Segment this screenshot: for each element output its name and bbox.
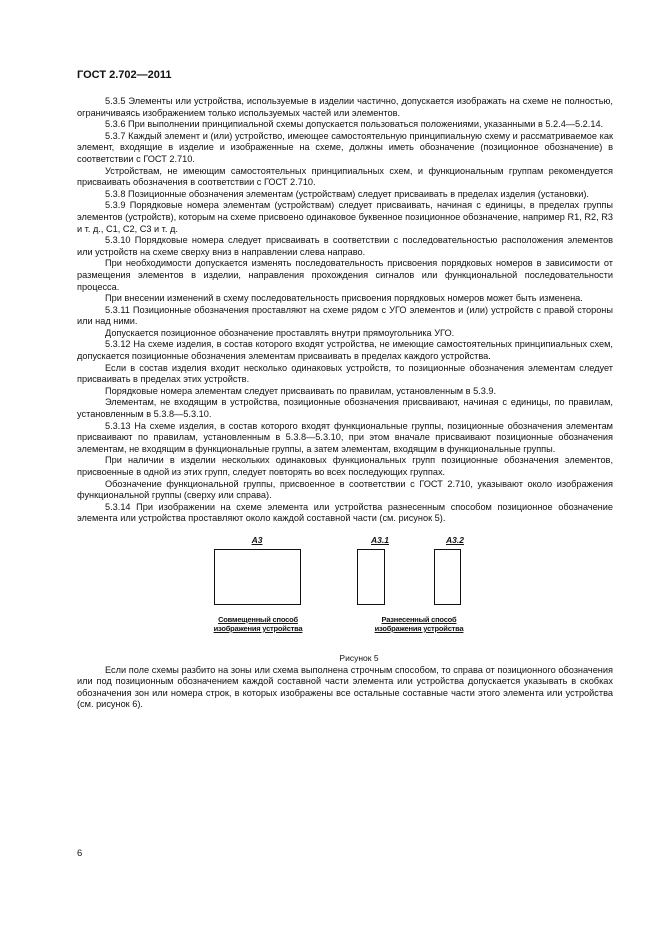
paragraph: При внесении изменений в схему последовательность присвоения порядковых номеров может быть изменена. (105, 293, 583, 304)
paragraph: 5.3.12 На схеме изделия, в состав которого входят устройства, не имеющие самостоятельных принципиальных схем, допускается позиционные обозначения элементам присваивать в пределах каждого устройства. (77, 339, 613, 362)
paragraph: 5.3.7 Каждый элемент и (или) устройство, имеющее самостоятельную принципиальную схему и рассматриваемое как элемент, входящие в изделие и изображенные на схеме, должны иметь обозначение (позиционное обозначение) в соответствии с ГОСТ 2.710. (77, 130, 613, 164)
paragraph: 5.3.13 На схеме изделия, в состав которого входят функциональные группы, позиционные обозначения элементам присваивают по правилам, установленным в 5.3.8—5.3.10, при этом вначале присваивают позиционные обозначения элементам, не входящим в функциональные группы, а затем элементам, входящим в функциональные группы. (77, 420, 613, 454)
paragraph: Если поле схемы разбито на зоны или схема выполнена строчным способом, то справа от позиционного обозначения или под позиционным обозначением каждой составной части элемента или устройства допускается указывать в скобках обозначения зон или номера строк, в которых изображены все остальные составные части этого элемента или устройства (см. рисунок 6). (77, 664, 613, 710)
paragraph: 5.3.11 Позиционные обозначения проставляют на схеме рядом с УГО элементов и (или) устройств с правой стороны или над ними. (77, 304, 613, 327)
paragraph: Допускается позиционное обозначение проставлять внутри прямоугольника УГО. (105, 327, 455, 338)
paragraph: Порядковые номера элементам следует присваивать по правилам, установленным в 5.3.9. (105, 385, 497, 396)
figure-label-part1: А3.1 (371, 534, 389, 545)
device-part2-box (434, 549, 461, 605)
paragraph: 5.3.9 Порядковые номера элементам (устройствам) следует присваивать, начиная с единицы, в пределах группы элементов (устройств), которым на схеме присвоено одинаковое буквенное позиционное обозначение, например R1, R2, R3 и т. д., C1, C2, C3 и т. д. (77, 200, 613, 234)
paragraph: Элементам, не входящим в устройства, позиционные обозначения присваивают, начиная с единицы, по правилам, установленным в 5.3.8—5.3.10. (77, 397, 613, 420)
page-number: 6 (77, 848, 83, 859)
paragraph: Устройствам, не имеющим самостоятельных принципиальных схем, и функциональным группам рекомендуется присваивать обозначения в соответствии с ГОСТ 2.710. (77, 165, 613, 188)
paragraph: 5.3.8 Позиционные обозначения элементам (устройствам) следует присваивать в пределах изделия (установки). (105, 188, 589, 199)
paragraph: При необходимости допускается изменять последовательность присвоения порядковых номеров в зависимости от размещения элементов в изделии, направления прохождения сигналов или функциональной последовательности процесса. (77, 258, 613, 292)
figure-title: Рисунок 5 (339, 652, 379, 663)
figure-label-part2: А3.2 (446, 534, 464, 545)
document-header: ГОСТ 2.702—2011 (77, 69, 172, 81)
paragraph: 5.3.14 При изображении на схеме элемента или устройства разнесенным способом позиционное обозначение элемента или устройства проставляют около каждой составной части (см. рисунок 5). (77, 501, 613, 524)
figure-label-combined: А3 (251, 534, 263, 545)
paragraph: При наличии в изделии нескольких одинаковых функциональных групп позиционные обозначения элементов, присвоенные в одной из этих групп, следует повторять во всех последующих группах. (77, 455, 613, 477)
paragraph: Если в состав изделия входит несколько одинаковых устройств, то позиционные обозначения элементам следует присваивать в пределах этих устройств. (77, 362, 613, 385)
paragraph: 5.3.5 Элементы или устройства, используемые в изделии частично, допускается изображать на схеме не полностью, ограничиваясь изображением только используемых частей или элементов. (77, 96, 613, 118)
figure-5 (77, 535, 613, 653)
caption-combined: Совмещенный способ изображения устройства (213, 614, 303, 633)
caption-separated: Разнесенный способ изображения устройства (374, 614, 464, 633)
paragraph: 5.3.10 Порядковые номера следует присваивать в соответствии с последовательностью расположения элементов или устройств на схеме сверху вниз в направлении слева направо. (77, 235, 613, 257)
device-part1-box (357, 549, 385, 605)
document-body (77, 96, 613, 711)
paragraph: Обозначение функциональной группы, присвоенное в соответствии с ГОСТ 2.710, указывают около изображения функциональной группы (сверху или справа). (77, 478, 613, 501)
paragraph: 5.3.6 При выполнении принципиальной схемы допускается пользоваться положениями, указанными в 5.2.4—5.2.14. (105, 119, 604, 130)
device-combined-box (214, 549, 301, 605)
